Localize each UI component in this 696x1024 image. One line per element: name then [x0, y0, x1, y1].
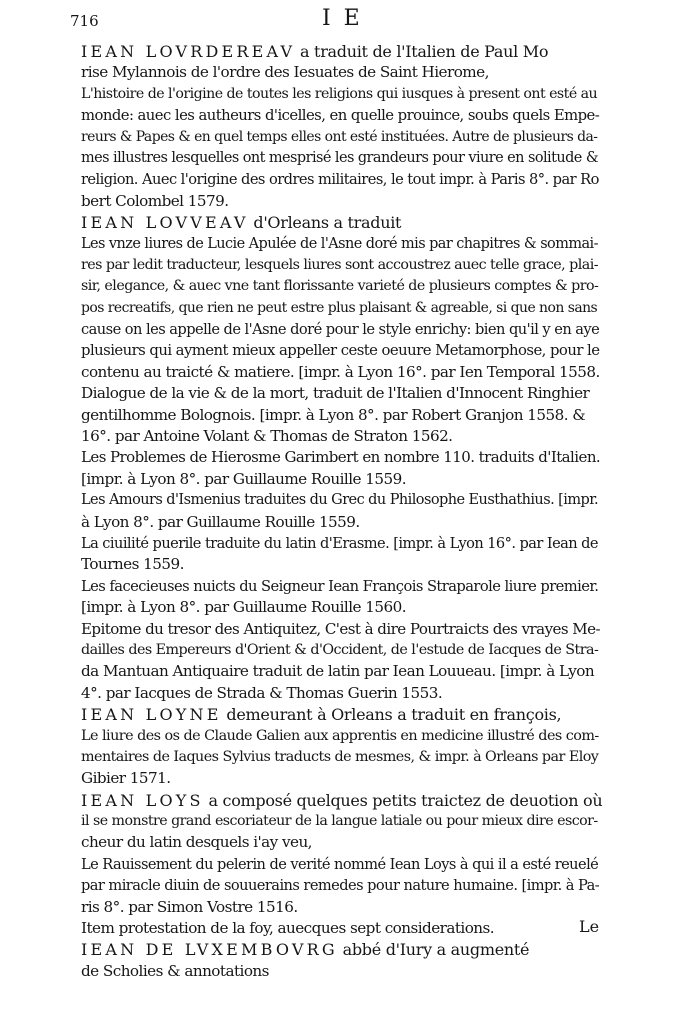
text-line	[81, 854, 603, 875]
text-line	[81, 661, 603, 682]
author-name: IEAN LOVRDEREAV	[81, 42, 296, 61]
line-text: demeurant à Orleans a traduit en françois,	[221, 705, 562, 725]
line-text: gentilhomme Bolognois. [impr. à Lyon 8°. par Robert Granjon 1558. &	[81, 405, 586, 424]
text-line	[81, 298, 603, 319]
line-text: pos recreatifs, que rien ne peut estre plus plaisant & agreable, si que non sans	[81, 299, 598, 316]
line-text: abbé d'Iury a augmenté	[337, 940, 530, 960]
text-line	[81, 255, 603, 276]
line-text: Item protestation de la foy, auecques sept considerations.	[81, 919, 495, 938]
entry-heading-line	[81, 212, 603, 233]
author-name: IEAN LOVVEAV	[81, 213, 249, 233]
line-text: monde: auec les autheurs d'icelles, en quelle prouince, soubs quels Empe-	[81, 107, 600, 125]
line-text: rise Mylannois de l'ordre des Iesuates de Saint Hierome,	[81, 63, 489, 82]
text-line	[81, 811, 603, 832]
line-text: sir, elegance, & auec vne tant florissante varieté de plusieurs comptes & pro-	[81, 278, 599, 295]
running-head: I E	[322, 6, 363, 31]
text-line	[81, 405, 603, 426]
line-text: de Scholies & annotations	[81, 961, 269, 980]
line-text: plusieurs qui ayment mieux appeller ceste oeuure Metamorphose, pour le	[81, 342, 600, 360]
text-line	[81, 726, 603, 747]
text-line	[81, 383, 603, 404]
text-line	[81, 148, 603, 169]
line-text: par miracle diuin de souuerains remedes pour nature humaine. [impr. à Pa-	[81, 877, 600, 895]
line-text: a traduit de l'Italien de Paul Mo	[295, 42, 549, 61]
line-text: d'Orleans a traduit	[248, 213, 402, 233]
line-text: La ciuilité puerile traduite du latin d'Erasme. [impr. à Lyon 16°. par Iean de	[81, 534, 598, 552]
text-line	[81, 84, 603, 105]
line-text: Les facecieuses nuicts du Seigneur Iean François Straparole liure premier.	[81, 577, 599, 595]
text-line	[81, 62, 603, 83]
line-text: Le Rauissement du pelerin de verité nommé Iean Loys à qui il a esté reuelé	[81, 855, 599, 873]
line-text: ris 8°. par Simon Vostre 1516.	[81, 897, 298, 916]
author-name: IEAN LOYS	[81, 790, 204, 810]
author-name: IEAN DE LVXEMBOVRG	[81, 940, 338, 960]
line-text: Les Amours d'Ismenius traduites du Grec du Philosophe Eusthathius. [impr.	[81, 492, 599, 509]
entry-heading-line	[81, 41, 603, 62]
line-text: Le liure des os de Claude Galien aux apprentis en medicine illustré des com-	[81, 727, 599, 744]
line-text: Tournes 1559.	[81, 555, 184, 574]
text-line	[81, 276, 603, 297]
text-line	[81, 683, 603, 704]
text-line	[81, 640, 603, 661]
text-line	[81, 897, 603, 918]
line-text: reurs & Papes & en quel temps elles ont esté instituées. Autre de plusieurs da-	[81, 128, 598, 145]
text-line	[81, 918, 603, 939]
text-line	[81, 127, 603, 148]
page-number: 716	[70, 12, 99, 30]
text-line	[81, 576, 603, 597]
text-line	[81, 340, 603, 361]
line-text: Gibier 1571.	[81, 769, 171, 788]
text-line	[81, 426, 603, 447]
text-line	[81, 768, 603, 789]
text-line	[81, 747, 603, 768]
line-text: mes illustres lesquelles ont mesprisé les grandeurs pour viure en solitude &	[81, 149, 599, 166]
entry-heading-line	[81, 704, 603, 725]
entry-heading-line	[81, 939, 603, 960]
line-text: mentaires de Iaques Sylvius traducts de mesmes, & impr. à Orleans par Eloy	[81, 748, 599, 765]
line-text: da Mantuan Antiquaire traduit de latin par Iean Louueau. [impr. à Lyon	[81, 662, 595, 681]
line-text: cause on les appelle de l'Asne doré pour le style enrichy: bien qu'il y en aye	[81, 321, 600, 339]
text-line	[81, 554, 603, 575]
entry-heading-line	[81, 790, 603, 811]
text-line	[81, 362, 603, 383]
line-text: Epitome du tresor des Antiquitez, C'est à dire Pourtraicts des vrayes Me-	[81, 619, 601, 638]
text-line	[81, 597, 603, 618]
text-line	[81, 469, 603, 490]
line-text: L'histoire de l'origine de toutes les religions qui iusques à present ont esté au	[81, 85, 598, 102]
text-line	[81, 875, 603, 896]
line-text: [impr. à Lyon 8°. par Guillaume Rouille 1559.	[81, 469, 406, 488]
line-text: bert Colombel 1579.	[81, 191, 229, 210]
author-name: IEAN LOYNE	[81, 705, 222, 725]
line-text: Dialogue de la vie & de la mort, traduit de l'Italien d'Innocent Ringhier	[81, 384, 590, 403]
text-line	[81, 169, 603, 190]
text-line	[81, 619, 603, 640]
line-text: dailles des Empereurs d'Orient & d'Occident, de l'estude de Iacques de Stra-	[81, 641, 599, 658]
line-text: il se monstre grand escoriateur de la langue latiale ou pour mieux dire escor-	[81, 813, 598, 830]
line-text: 16°. par Antoine Volant & Thomas de Straton 1562.	[81, 427, 453, 446]
text-line	[81, 319, 603, 340]
text-line	[81, 832, 603, 853]
text-line	[81, 447, 603, 468]
line-text: contenu au traicté & matiere. [impr. à Lyon 16°. par Ien Temporal 1558.	[81, 362, 600, 381]
line-text: 4°. par Iacques de Strada & Thomas Guerin 1553.	[81, 683, 443, 702]
line-text: [impr. à Lyon 8°. par Guillaume Rouille 1560.	[81, 598, 406, 617]
line-text: cheur du latin desquels i'ay veu,	[81, 833, 312, 852]
line-text: a composé quelques petits traictez de deuotion où	[203, 790, 603, 810]
line-text: res par ledit traducteur, lesquels liures sont accoustrez auec telle grace, plai-	[81, 256, 598, 273]
line-text: Les Problemes de Hierosme Garimbert en nombre 110. traduits d'Italien.	[81, 448, 601, 467]
text-line	[81, 105, 603, 126]
text-line	[81, 533, 603, 554]
text-line	[81, 512, 603, 533]
text-line	[81, 234, 603, 255]
line-text: Les vnze liures de Lucie Apulée de l'Asne doré mis par chapitres & sommai-	[81, 235, 598, 252]
text-line	[81, 490, 603, 511]
catchword: Le	[579, 917, 600, 936]
text-line	[81, 961, 603, 982]
text-line	[81, 191, 603, 212]
line-text: à Lyon 8°. par Guillaume Rouille 1559.	[81, 512, 360, 531]
text-block	[81, 41, 603, 982]
line-text: religion. Auec l'origine des ordres militaires, le tout impr. à Paris 8°. par Ro	[81, 171, 599, 189]
